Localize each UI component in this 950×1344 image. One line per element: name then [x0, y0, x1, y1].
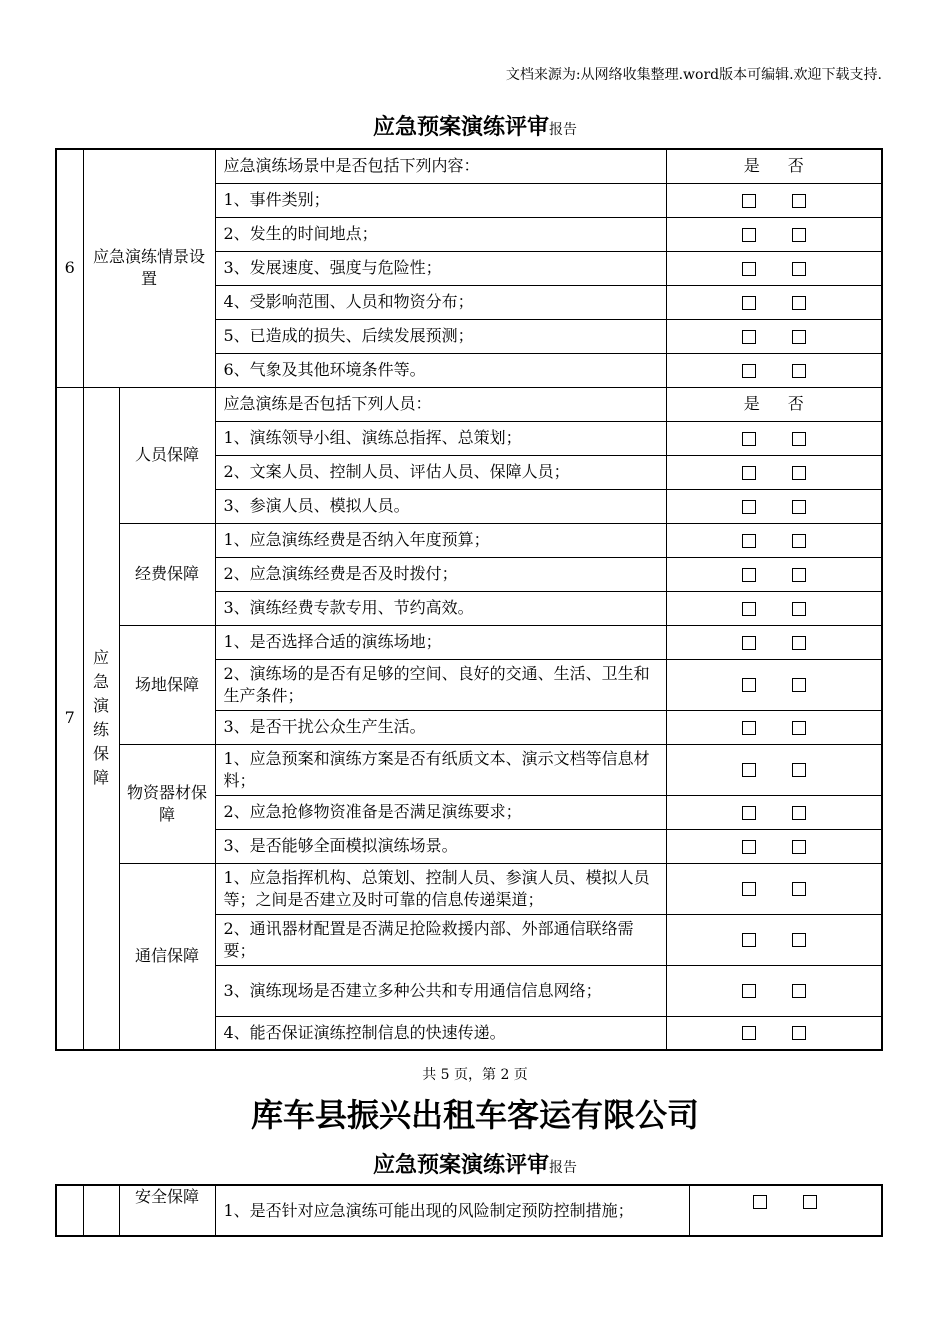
item-text: 4、受影响范围、人员和物资分布；: [215, 285, 666, 319]
empty-cell: [83, 1185, 119, 1236]
checkbox-pair: [666, 965, 882, 1016]
section-6-number: 6: [56, 149, 83, 387]
checkbox-pair: [666, 251, 882, 285]
yes-checkbox[interactable]: [742, 933, 756, 947]
item-text: 3、参演人员、模拟人员。: [215, 489, 666, 523]
yes-checkbox[interactable]: [742, 984, 756, 998]
checkbox-pair: [666, 591, 882, 625]
yes-checkbox[interactable]: [753, 1195, 767, 1209]
yes-checkbox[interactable]: [742, 806, 756, 820]
item-text: 4、能否保证演练控制信息的快速传递。: [215, 1016, 666, 1050]
no-checkbox[interactable]: [792, 330, 806, 344]
page-footer: 共 5 页，第 2 页: [422, 1067, 528, 1083]
yes-no-header: 是 否: [666, 149, 882, 183]
no-checkbox[interactable]: [792, 568, 806, 582]
yes-checkbox[interactable]: [742, 568, 756, 582]
yes-checkbox[interactable]: [742, 262, 756, 276]
checkbox-pair: [666, 319, 882, 353]
no-checkbox[interactable]: [792, 1026, 806, 1040]
item-text: 3、是否能够全面模拟演练场景。: [215, 829, 666, 863]
item-text: 1、事件类别；: [215, 183, 666, 217]
yes-checkbox[interactable]: [742, 678, 756, 692]
checkbox-pair: [666, 744, 882, 795]
checkbox-pair: [666, 1016, 882, 1050]
checkbox-pair: [666, 829, 882, 863]
no-checkbox[interactable]: [792, 763, 806, 777]
empty-cell: [56, 1185, 83, 1236]
no-checkbox[interactable]: [792, 262, 806, 276]
personnel-category: 人员保障: [119, 387, 215, 523]
report-title-suffix: 报告: [549, 1160, 577, 1176]
yes-no-header: 是 否: [666, 387, 882, 421]
venue-category: 场地保障: [119, 625, 215, 744]
item-text: 2、文案人员、控制人员、评估人员、保障人员；: [215, 455, 666, 489]
yes-checkbox[interactable]: [742, 534, 756, 548]
item-text: 2、通讯器材配置是否满足抢险救援内部、外部通信联络需要；: [215, 914, 666, 965]
materials-category: 物资器材保障: [119, 744, 215, 863]
item-text: 3、演练现场是否建立多种公共和专用通信信息网络；: [215, 965, 666, 1016]
item-text: 6、气象及其他环境条件等。: [215, 353, 666, 387]
checkbox-pair: [666, 914, 882, 965]
no-checkbox[interactable]: [792, 636, 806, 650]
checkbox-pair: [666, 625, 882, 659]
item-text: 3、发展速度、强度与危险性；: [215, 251, 666, 285]
no-checkbox[interactable]: [792, 806, 806, 820]
item-text: 2、应急演练经费是否及时拨付；: [215, 557, 666, 591]
page-title: [0, 110, 950, 141]
checkbox-pair: [689, 1185, 882, 1236]
no-checkbox[interactable]: [792, 364, 806, 378]
item-text: 5、已造成的损失、后续发展预测；: [215, 319, 666, 353]
yes-checkbox[interactable]: [742, 763, 756, 777]
section-7-name: 应急演练保障: [83, 387, 119, 1050]
header-note: 文档来源为:从网络收集整理.word版本可编辑.欢迎下载支持.: [505, 67, 882, 83]
company-name: 库车县振兴出租车客运有限公司: [250, 1096, 699, 1134]
no-checkbox[interactable]: [792, 432, 806, 446]
yes-checkbox[interactable]: [742, 364, 756, 378]
checkbox-pair: [666, 183, 882, 217]
yes-checkbox[interactable]: [742, 432, 756, 446]
no-checkbox[interactable]: [792, 296, 806, 310]
checkbox-pair: [666, 659, 882, 710]
no-checkbox[interactable]: [792, 466, 806, 480]
report-title-text: 应急预案演练评审: [372, 114, 549, 140]
no-checkbox[interactable]: [792, 534, 806, 548]
funding-category: 经费保障: [119, 523, 215, 625]
no-checkbox[interactable]: [792, 882, 806, 896]
checkbox-pair: [666, 353, 882, 387]
checkbox-pair: [666, 710, 882, 744]
checkbox-pair: [666, 863, 882, 914]
checkbox-pair: [666, 489, 882, 523]
item-text: 1、应急演练经费是否纳入年度预算；: [215, 523, 666, 557]
yes-checkbox[interactable]: [742, 194, 756, 208]
yes-checkbox[interactable]: [742, 466, 756, 480]
item-text: 1、应急预案和演练方案是否有纸质文本、演示文档等信息材料；: [215, 744, 666, 795]
yes-checkbox[interactable]: [742, 228, 756, 242]
section-6-question: 应急演练场景中是否包括下列内容：: [215, 149, 666, 183]
no-checkbox[interactable]: [792, 721, 806, 735]
item-text: 1、应急指挥机构、总策划、控制人员、参演人员、模拟人员等；之间是否建立及时可靠的信息传递渠道；: [215, 863, 666, 914]
checkbox-pair: [666, 217, 882, 251]
no-checkbox[interactable]: [792, 194, 806, 208]
no-checkbox[interactable]: [792, 500, 806, 514]
no-checkbox[interactable]: [792, 984, 806, 998]
checkbox-pair: [666, 285, 882, 319]
no-checkbox[interactable]: [792, 933, 806, 947]
report-title-text: 应急预案演练评审: [372, 1152, 549, 1178]
no-checkbox[interactable]: [803, 1195, 817, 1209]
item-text: 1、演练领导小组、演练总指挥、总策划；: [215, 421, 666, 455]
checkbox-pair: [666, 455, 882, 489]
evaluation-table: [55, 148, 883, 1051]
yes-checkbox[interactable]: [742, 636, 756, 650]
item-text: 2、发生的时间地点；: [215, 217, 666, 251]
checkbox-pair: [666, 795, 882, 829]
yes-checkbox[interactable]: [742, 721, 756, 735]
no-checkbox[interactable]: [792, 678, 806, 692]
section-7-number: 7: [56, 387, 83, 1050]
no-checkbox[interactable]: [792, 228, 806, 242]
report-title-suffix: 报告: [549, 122, 577, 138]
personnel-question: 应急演练是否包括下列人员：: [215, 387, 666, 421]
section-6-name: 应急演练情景设置: [83, 149, 215, 387]
no-checkbox[interactable]: [792, 840, 806, 854]
yes-checkbox[interactable]: [742, 1026, 756, 1040]
checkbox-pair: [666, 557, 882, 591]
item-text: 2、演练场的是否有足够的空间、良好的交通、生活、卫生和生产条件；: [215, 659, 666, 710]
no-checkbox[interactable]: [792, 602, 806, 616]
yes-checkbox[interactable]: [742, 500, 756, 514]
yes-checkbox[interactable]: [742, 882, 756, 896]
item-text: 2、应急抢修物资准备是否满足演练要求；: [215, 795, 666, 829]
evaluation-table-continued: [55, 1184, 883, 1237]
yes-checkbox[interactable]: [742, 840, 756, 854]
item-text: 3、演练经费专款专用、节约高效。: [215, 591, 666, 625]
item-text: 1、是否针对应急演练可能出现的风险制定预防控制措施；: [215, 1185, 689, 1236]
checkbox-pair: [666, 421, 882, 455]
item-text: 1、是否选择合适的演练场地；: [215, 625, 666, 659]
yes-checkbox[interactable]: [742, 330, 756, 344]
item-text: 3、是否干扰公众生产生活。: [215, 710, 666, 744]
yes-checkbox[interactable]: [742, 296, 756, 310]
comms-category: 通信保障: [119, 863, 215, 1050]
checkbox-pair: [666, 523, 882, 557]
safety-category: 安全保障: [119, 1185, 215, 1236]
page-title-2: [0, 1148, 950, 1179]
yes-checkbox[interactable]: [742, 602, 756, 616]
